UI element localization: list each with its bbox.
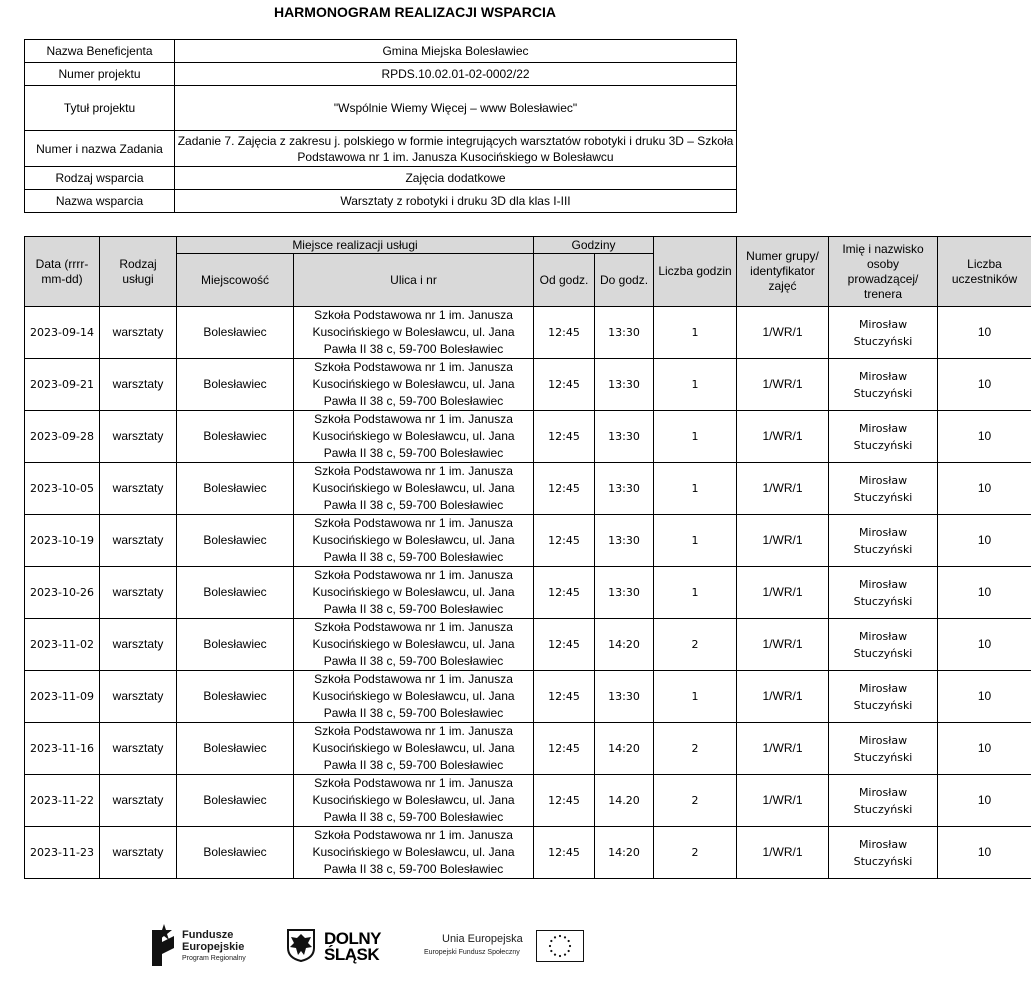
ds-logo-line1: DOLNY (324, 929, 381, 948)
eu-flag-star (564, 954, 566, 956)
table-row (25, 567, 1031, 619)
cell-type: warsztaty (100, 619, 177, 671)
cell-trainer: Mirosław Stuczyński (829, 411, 938, 463)
cell-hours: 2 (654, 619, 737, 671)
cell-to: 14:20 (595, 619, 654, 671)
info-value: "Wspólnie Wiemy Więcej – www Bolesławiec" (175, 86, 737, 131)
info-value: RPDS.10.02.01-02-0002/22 (175, 63, 737, 86)
eagle-icon (286, 928, 316, 962)
cell-to: 13:30 (595, 411, 654, 463)
header-participants: Liczba uczestników (938, 237, 1031, 307)
header-from: Od godz. (534, 254, 595, 307)
cell-to: 13:30 (595, 671, 654, 723)
cell-date: 2023-09-28 (25, 411, 100, 463)
cell-address: Szkoła Podstawowa nr 1 im. Janusza Kusocińskiego w Bolesławcu, ul. Jana Pawła II 38 c, 59-700 Bolesławiec (294, 775, 534, 827)
table-row (25, 463, 1031, 515)
cell-address: Szkoła Podstawowa nr 1 im. Janusza Kusocińskiego w Bolesławcu, ul. Jana Pawła II 38 c, 59-700 Bolesławiec (294, 463, 534, 515)
cell-from: 12:45 (534, 567, 595, 619)
info-label: Nazwa Beneficjenta (25, 40, 175, 63)
cell-address: Szkoła Podstawowa nr 1 im. Janusza Kusocińskiego w Bolesławcu, ul. Jana Pawła II 38 c, 59-700 Bolesławiec (294, 515, 534, 567)
cell-from: 12:45 (534, 619, 595, 671)
cell-from: 12:45 (534, 307, 595, 359)
cell-participants: 10 (938, 671, 1031, 723)
cell-date: 2023-11-02 (25, 619, 100, 671)
cell-hours: 2 (654, 775, 737, 827)
cell-hours: 1 (654, 359, 737, 411)
cell-trainer: Mirosław Stuczyński (829, 307, 938, 359)
cell-date: 2023-11-22 (25, 775, 100, 827)
info-row (25, 40, 737, 63)
table-row (25, 359, 1031, 411)
cell-group: 1/WR/1 (737, 515, 829, 567)
cell-city: Bolesławiec (177, 567, 294, 619)
cell-from: 12:45 (534, 463, 595, 515)
eu-flag-star (554, 936, 556, 938)
cell-city: Bolesławiec (177, 775, 294, 827)
cell-type: warsztaty (100, 567, 177, 619)
cell-group: 1/WR/1 (737, 775, 829, 827)
cell-hours: 1 (654, 463, 737, 515)
header-hour-count: Liczba godzin (654, 237, 737, 307)
cell-participants: 10 (938, 307, 1031, 359)
cell-group: 1/WR/1 (737, 723, 829, 775)
cell-address: Szkoła Podstawowa nr 1 im. Janusza Kusocińskiego w Bolesławcu, ul. Jana Pawła II 38 c, 59-700 Bolesławiec (294, 671, 534, 723)
cell-from: 12:45 (534, 411, 595, 463)
cell-trainer: Mirosław Stuczyński (829, 723, 938, 775)
cell-participants: 10 (938, 359, 1031, 411)
cell-type: warsztaty (100, 411, 177, 463)
header-group: Numer grupy/ identyfikator zajęć (737, 237, 829, 307)
fe-logo (150, 922, 260, 968)
cell-city: Bolesławiec (177, 515, 294, 567)
eu-flag-star (559, 935, 561, 937)
header-street: Ulica i nr (294, 254, 534, 307)
cell-address: Szkoła Podstawowa nr 1 im. Janusza Kusocińskiego w Bolesławcu, ul. Jana Pawła II 38 c, 59-700 Bolesławiec (294, 359, 534, 411)
info-row (25, 190, 737, 213)
ue-logo-line2: Europejski Fundusz Społeczny (424, 949, 520, 956)
info-value: Zajęcia dodatkowe (175, 167, 737, 190)
cell-city: Bolesławiec (177, 723, 294, 775)
eu-flag-star (554, 954, 556, 956)
cell-type: warsztaty (100, 359, 177, 411)
header-date: Data (rrrr-mm-dd) (25, 237, 100, 307)
ds-logo-line2: ŚLĄSK (324, 945, 380, 964)
cell-trainer: Mirosław Stuczyński (829, 567, 938, 619)
eu-flag-star (564, 936, 566, 938)
cell-trainer: Mirosław Stuczyński (829, 619, 938, 671)
cell-date: 2023-10-19 (25, 515, 100, 567)
cell-to: 14.20 (595, 775, 654, 827)
header-location: Miejsce realizacji usługi (177, 237, 534, 254)
cell-to: 14:20 (595, 827, 654, 879)
cell-participants: 10 (938, 463, 1031, 515)
cell-trainer: Mirosław Stuczyński (829, 671, 938, 723)
cell-participants: 10 (938, 723, 1031, 775)
cell-date: 2023-11-23 (25, 827, 100, 879)
cell-group: 1/WR/1 (737, 567, 829, 619)
eu-flag-star (568, 940, 570, 942)
schedule-table (24, 236, 1031, 879)
cell-participants: 10 (938, 411, 1031, 463)
info-label: Nazwa wsparcia (25, 190, 175, 213)
eu-flag-star (559, 955, 561, 957)
ds-logo (286, 922, 396, 968)
cell-trainer: Mirosław Stuczyński (829, 827, 938, 879)
cell-address: Szkoła Podstawowa nr 1 im. Janusza Kusocińskiego w Bolesławcu, ul. Jana Pawła II 38 c, 59-700 Bolesławiec (294, 307, 534, 359)
cell-type: warsztaty (100, 515, 177, 567)
cell-city: Bolesławiec (177, 359, 294, 411)
cell-city: Bolesławiec (177, 827, 294, 879)
cell-participants: 10 (938, 827, 1031, 879)
cell-to: 13:30 (595, 567, 654, 619)
cell-date: 2023-09-21 (25, 359, 100, 411)
ue-logo-line1: Unia Europejska (442, 933, 523, 945)
project-info-table (24, 39, 737, 213)
cell-hours: 1 (654, 515, 737, 567)
cell-city: Bolesławiec (177, 307, 294, 359)
cell-type: warsztaty (100, 671, 177, 723)
cell-date: 2023-11-09 (25, 671, 100, 723)
cell-hours: 2 (654, 827, 737, 879)
header-trainer: Imię i nazwisko osoby prowadzącej/ trenera (829, 237, 938, 307)
cell-to: 13:30 (595, 359, 654, 411)
info-value: Zadanie 7. Zajęcia z zakresu j. polskiego w formie integrujących warsztatów robotyki i druku 3D – Szkoła Podstawowa nr 1 im. Janusza Kusocińskiego w Bolesławcu (175, 131, 737, 167)
info-value: Warsztaty z robotyki i druku 3D dla klas I-III (175, 190, 737, 213)
header-hours: Godziny (534, 237, 654, 254)
info-row (25, 86, 737, 131)
cell-date: 2023-10-26 (25, 567, 100, 619)
fe-star-icon (152, 924, 174, 966)
cell-type: warsztaty (100, 827, 177, 879)
cell-trainer: Mirosław Stuczyński (829, 359, 938, 411)
cell-participants: 10 (938, 515, 1031, 567)
header-city: Miejscowość (177, 254, 294, 307)
info-label: Numer projektu (25, 63, 175, 86)
fe-logo-line2: Europejskie (182, 941, 245, 953)
info-label: Numer i nazwa Zadania (25, 131, 175, 167)
logo-strip (150, 922, 600, 972)
table-row (25, 775, 1031, 827)
eu-flag-icon (536, 930, 584, 962)
cell-participants: 10 (938, 775, 1031, 827)
cell-participants: 10 (938, 567, 1031, 619)
cell-city: Bolesławiec (177, 463, 294, 515)
cell-city: Bolesławiec (177, 671, 294, 723)
cell-hours: 2 (654, 723, 737, 775)
eu-flag-star (569, 945, 571, 947)
table-row (25, 723, 1031, 775)
cell-type: warsztaty (100, 307, 177, 359)
cell-hours: 1 (654, 567, 737, 619)
cell-type: warsztaty (100, 775, 177, 827)
cell-from: 12:45 (534, 671, 595, 723)
cell-type: warsztaty (100, 723, 177, 775)
cell-address: Szkoła Podstawowa nr 1 im. Janusza Kusocińskiego w Bolesławcu, ul. Jana Pawła II 38 c, 59-700 Bolesławiec (294, 723, 534, 775)
fe-logo-line1: Fundusze (182, 929, 234, 941)
cell-to: 13:30 (595, 463, 654, 515)
cell-group: 1/WR/1 (737, 671, 829, 723)
table-row (25, 671, 1031, 723)
ue-logo (424, 922, 589, 968)
cell-group: 1/WR/1 (737, 307, 829, 359)
cell-from: 12:45 (534, 827, 595, 879)
eu-flag-star (549, 945, 551, 947)
cell-date: 2023-11-16 (25, 723, 100, 775)
cell-from: 12:45 (534, 515, 595, 567)
eu-flag-star (550, 940, 552, 942)
cell-trainer: Mirosław Stuczyński (829, 463, 938, 515)
eu-flag-star (550, 950, 552, 952)
cell-type: warsztaty (100, 463, 177, 515)
table-row (25, 827, 1031, 879)
cell-address: Szkoła Podstawowa nr 1 im. Janusza Kusocińskiego w Bolesławcu, ul. Jana Pawła II 38 c, 59-700 Bolesławiec (294, 619, 534, 671)
cell-address: Szkoła Podstawowa nr 1 im. Janusza Kusocińskiego w Bolesławcu, ul. Jana Pawła II 38 c, 59-700 Bolesławiec (294, 827, 534, 879)
cell-group: 1/WR/1 (737, 827, 829, 879)
cell-hours: 1 (654, 411, 737, 463)
cell-address: Szkoła Podstawowa nr 1 im. Janusza Kusocińskiego w Bolesławcu, ul. Jana Pawła II 38 c, 59-700 Bolesławiec (294, 567, 534, 619)
cell-group: 1/WR/1 (737, 359, 829, 411)
info-row (25, 63, 737, 86)
info-label: Rodzaj wsparcia (25, 167, 175, 190)
cell-to: 13:30 (595, 307, 654, 359)
cell-to: 14:20 (595, 723, 654, 775)
info-label: Tytuł projektu (25, 86, 175, 131)
cell-group: 1/WR/1 (737, 411, 829, 463)
info-row (25, 167, 737, 190)
cell-date: 2023-09-14 (25, 307, 100, 359)
cell-group: 1/WR/1 (737, 619, 829, 671)
cell-hours: 1 (654, 307, 737, 359)
cell-hours: 1 (654, 671, 737, 723)
cell-trainer: Mirosław Stuczyński (829, 515, 938, 567)
cell-from: 12:45 (534, 775, 595, 827)
cell-city: Bolesławiec (177, 411, 294, 463)
cell-from: 12:45 (534, 359, 595, 411)
cell-trainer: Mirosław Stuczyński (829, 775, 938, 827)
header-type: Rodzaj usługi (100, 237, 177, 307)
info-row (25, 131, 737, 167)
eu-flag-star (568, 950, 570, 952)
info-value: Gmina Miejska Bolesławiec (175, 40, 737, 63)
table-row (25, 411, 1031, 463)
table-row (25, 307, 1031, 359)
cell-group: 1/WR/1 (737, 463, 829, 515)
cell-from: 12:45 (534, 723, 595, 775)
header-to: Do godz. (595, 254, 654, 307)
table-row (25, 619, 1031, 671)
cell-participants: 10 (938, 619, 1031, 671)
table-row (25, 515, 1031, 567)
cell-address: Szkoła Podstawowa nr 1 im. Janusza Kusocińskiego w Bolesławcu, ul. Jana Pawła II 38 c, 59-700 Bolesławiec (294, 411, 534, 463)
cell-date: 2023-10-05 (25, 463, 100, 515)
fe-logo-line3: Program Regionalny (182, 955, 246, 962)
document-title: HARMONOGRAM REALIZACJI WSPARCIA (273, 4, 557, 20)
cell-to: 13:30 (595, 515, 654, 567)
cell-city: Bolesławiec (177, 619, 294, 671)
